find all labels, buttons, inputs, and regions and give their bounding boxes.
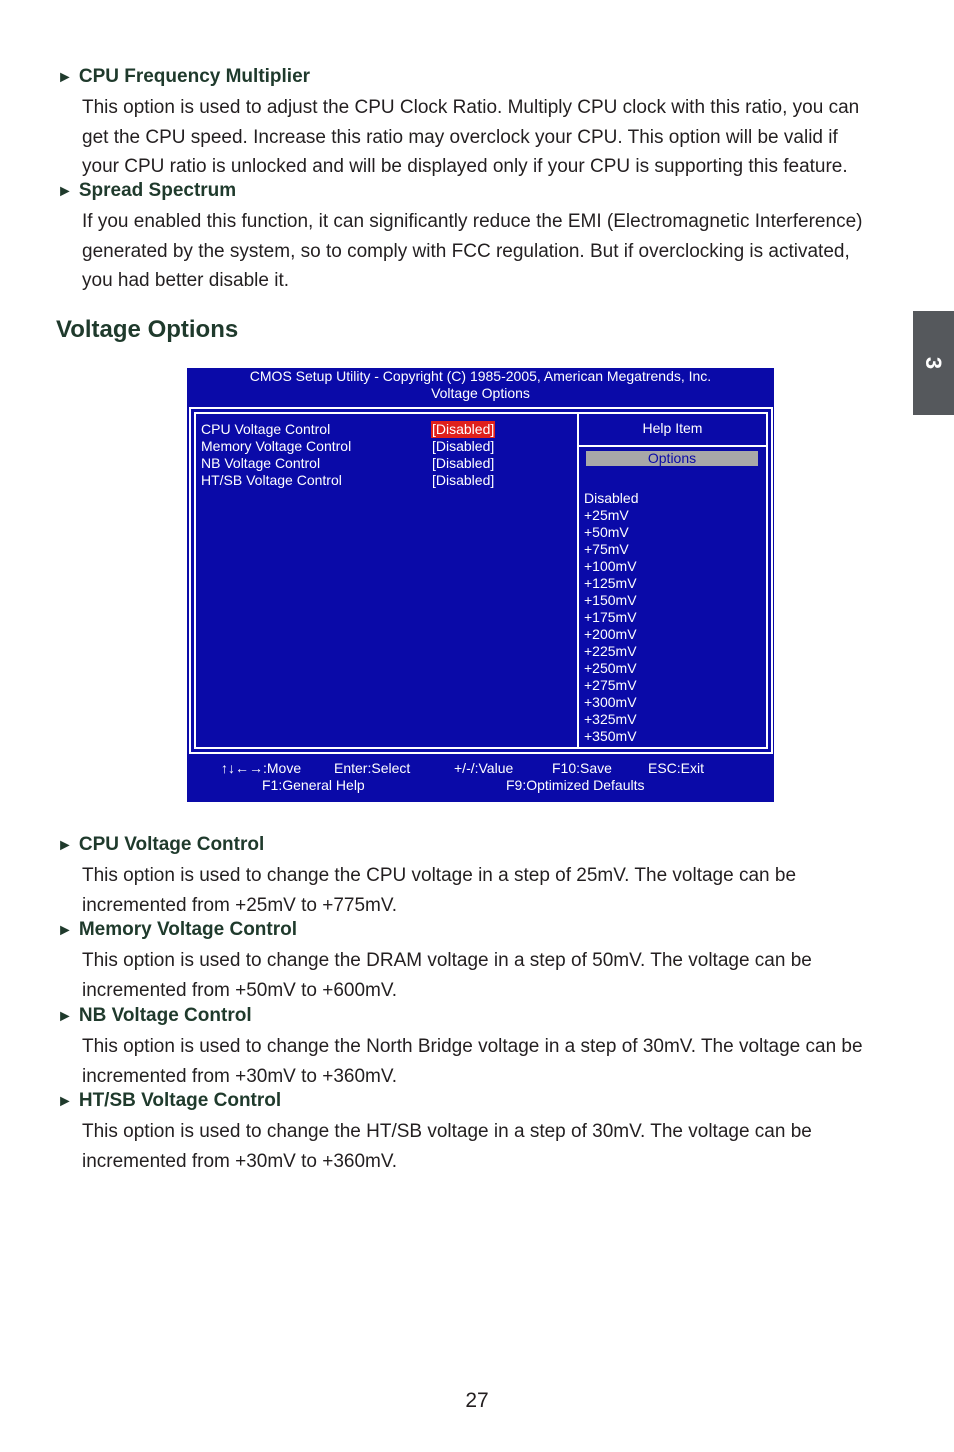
option-text: incremented from +50mV to +600mV. (82, 979, 398, 1001)
option-text: This option is used to change the HT/SB voltage in a step of 30mV. The voltage can be (82, 1121, 812, 1142)
bios-copyright: CMOS Setup Utility - Copyright (C) 1985-2005, American Megatrends, Inc. (249, 368, 712, 384)
option-text: This option is used to change the CPU voltage in a step of 25mV. The voltage can be (82, 865, 797, 886)
option-nb-voltage-control (57, 1003, 897, 1091)
option-title: Memory Voltage Control (78, 919, 298, 940)
option-value[interactable]: +50mV (584, 524, 629, 540)
option-value[interactable]: +100mV (584, 558, 637, 574)
triangle-bullet-icon: ► (57, 922, 73, 939)
option-text: get the CPU speed. Increase this ratio may overclock your CPU. This option will be valid if (82, 126, 838, 148)
bios-item-label: Memory Voltage Control (201, 438, 352, 454)
option-title: HT/SB Voltage Control (78, 1090, 282, 1111)
option-value[interactable]: +25mV (584, 507, 629, 523)
option-memory-voltage-control (57, 917, 897, 1005)
triangle-bullet-icon: ► (57, 837, 73, 854)
option-text: This option is used to change the DRAM voltage in a step of 50mV. The voltage can be (82, 950, 812, 971)
option-text: This option is used to change the North Bridge voltage in a step of 30mV. The voltage can be (82, 1036, 863, 1057)
option-cpu-frequency-multiplier (57, 64, 897, 182)
footer-select: Enter:Select (334, 760, 411, 776)
help-separator (579, 445, 766, 447)
chapter-tab (913, 311, 954, 415)
option-spread-spectrum (57, 178, 897, 296)
bios-item-label: HT/SB Voltage Control (201, 472, 342, 488)
bios-screen (187, 368, 774, 802)
help-title: Help Item (642, 420, 703, 436)
options-list (584, 490, 638, 745)
option-text: incremented from +30mV to +360mV. (82, 1065, 398, 1087)
option-value[interactable]: +200mV (584, 626, 637, 642)
options-header: Options (586, 451, 758, 466)
triangle-bullet-icon: ► (57, 183, 73, 200)
option-cpu-voltage-control (57, 832, 897, 920)
option-text: generated by the system, so to comply with FCC regulation. But if overclocking is activated, (82, 240, 850, 262)
footer-defaults: F9:Optimized Defaults (506, 777, 645, 793)
bios-item-value[interactable]: [Disabled] (432, 438, 495, 454)
option-text: your CPU ratio is unlocked and will be displayed only if your CPU is supporting this feature. (82, 156, 848, 177)
option-value[interactable]: +350mV (584, 728, 637, 744)
option-title: NB Voltage Control (78, 1005, 252, 1026)
option-value[interactable]: Disabled (584, 490, 639, 506)
option-value[interactable]: +175mV (584, 609, 637, 625)
option-value[interactable]: +325mV (584, 711, 637, 727)
option-htsb-voltage-control (57, 1088, 897, 1176)
option-title: CPU Voltage Control (78, 834, 265, 855)
option-text: incremented from +30mV to +360mV. (82, 1150, 398, 1172)
bios-item-value[interactable]: [Disabled] (432, 472, 495, 488)
option-text: If you enabled this function, it can significantly reduce the EMI (Electromagnetic Interference) (82, 211, 863, 232)
footer-value: +/-/:Value (454, 760, 514, 776)
option-value[interactable]: +75mV (584, 541, 629, 557)
bios-item-value-selected[interactable]: [Disabled] (432, 421, 495, 437)
option-value[interactable]: +250mV (584, 660, 637, 676)
footer-help: F1:General Help (262, 777, 365, 793)
footer-save: F10:Save (552, 760, 612, 776)
option-value[interactable]: +275mV (584, 677, 637, 693)
option-title: CPU Frequency Multiplier (78, 66, 311, 87)
bios-page-title: Voltage Options (431, 385, 530, 401)
footer-move: ↑↓←→:Move (221, 760, 302, 776)
page-number: 27 (465, 1389, 489, 1412)
section-title: Voltage Options (56, 316, 239, 343)
chapter-number: 3 (921, 356, 947, 370)
option-value[interactable]: +150mV (584, 592, 637, 608)
triangle-bullet-icon: ► (57, 1008, 73, 1025)
option-text: you had better disable it. (82, 270, 290, 291)
bios-item-label: CPU Voltage Control (201, 421, 331, 437)
bios-frame (189, 407, 773, 754)
option-value[interactable]: +300mV (584, 694, 637, 710)
triangle-bullet-icon: ► (57, 69, 73, 86)
option-title: Spread Spectrum (78, 180, 237, 201)
option-value[interactable]: +225mV (584, 643, 637, 659)
option-text: This option is used to adjust the CPU Clock Ratio. Multiply CPU clock with this ratio, you can (82, 97, 860, 118)
bios-inner-frame (194, 412, 768, 749)
triangle-bullet-icon: ► (57, 1093, 73, 1110)
bios-item-label: NB Voltage Control (201, 455, 321, 471)
footer-exit: ESC:Exit (648, 760, 705, 776)
bios-divider (577, 414, 579, 747)
option-text: incremented from +25mV to +775mV. (82, 894, 398, 916)
option-value[interactable]: +125mV (584, 575, 637, 591)
bios-item-value[interactable]: [Disabled] (432, 455, 495, 471)
